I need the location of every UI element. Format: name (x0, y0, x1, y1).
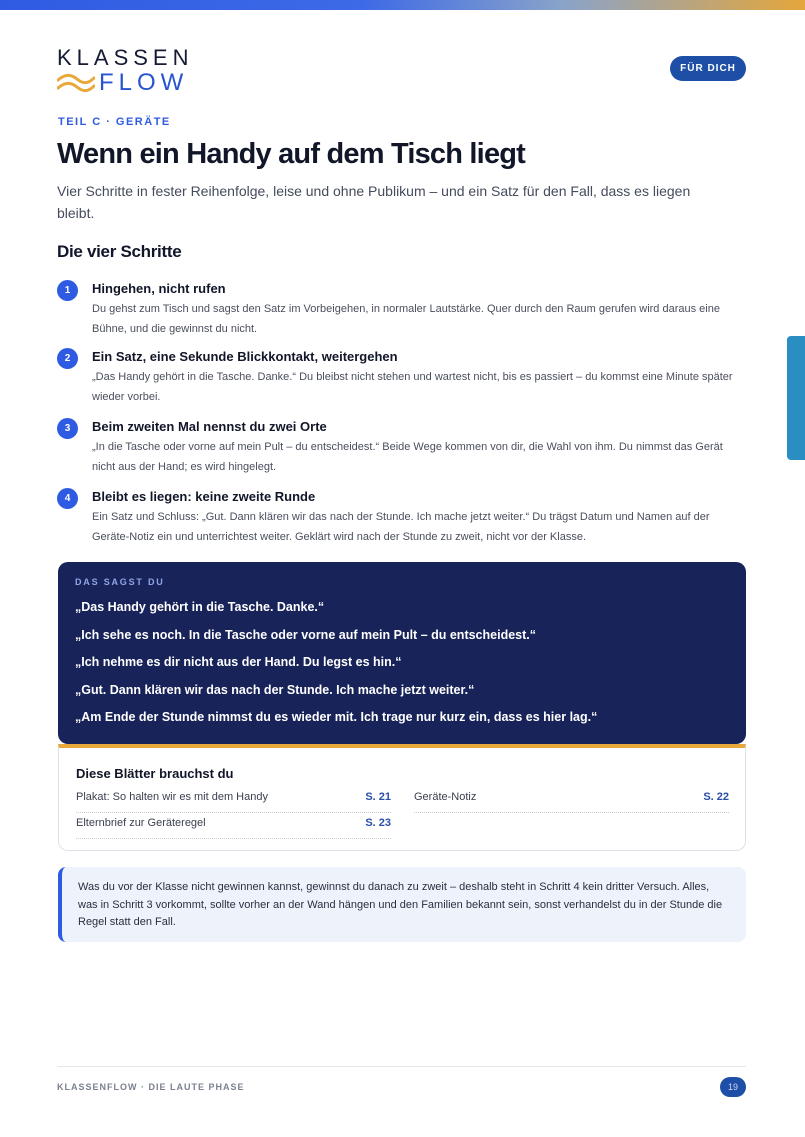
step-text: „Das Handy gehört in die Tasche. Danke.“ Du bleibst nicht stehen und wartest nicht, bis es passiert – du kommst eine Minute später wieder vorbei. (92, 371, 733, 403)
phrase-line: „Das Handy gehört in die Tasche. Danke.“ (75, 600, 325, 614)
section-kicker: TEIL C · GERÄTE (58, 116, 171, 128)
step-number: 1 (57, 280, 78, 301)
logo-wordmark-top: KLASSEN (57, 45, 194, 70)
worksheet-page: S. 21 (365, 791, 391, 803)
footer-running-title: KLASSENFLOW · DIE LAUTE PHASE (57, 1082, 245, 1092)
worksheet-link[interactable] (76, 789, 391, 813)
footer-divider (57, 1066, 746, 1067)
wave-icon (57, 72, 95, 94)
steps-heading: Die vier Schritte (57, 242, 182, 261)
step-text: Ein Satz und Schluss: „Gut. Dann klären wir das nach der Stunde. Ich mache jetzt weiter.“ Du trägst Datum und Namen auf der Geräte-Notiz ein und unterrichtest weiter. Geklärt wird nach der Stunde zu zweit, nicht vor der Klasse. (92, 511, 710, 543)
step-title: Bleibt es liegen: keine zweite Runde (92, 489, 316, 504)
worksheet-name: Plakat: So halten wir es mit dem Handy (76, 791, 268, 803)
page-lead: Vier Schritte in fester Reihenfolge, leise und ohne Publikum – und ein Satz für den Fall, dass es liegen bleibt. (57, 183, 691, 221)
worksheet-page: S. 22 (703, 791, 729, 803)
audience-badge: FÜR DICH (670, 56, 746, 81)
logo-wordmark-bottom: FLOW (99, 69, 189, 96)
section-side-tab (787, 336, 805, 460)
step-title: Hingehen, nicht rufen (92, 281, 226, 296)
worksheet-link[interactable] (414, 789, 729, 813)
worksheet-page: S. 23 (365, 817, 391, 829)
step-number: 4 (57, 488, 78, 509)
phrase-line: „Ich nehme es dir nicht aus der Hand. Du legst es hin.“ (75, 655, 402, 669)
step-number: 2 (57, 348, 78, 369)
step-title: Ein Satz, eine Sekunde Blickkontakt, weitergehen (92, 349, 398, 364)
top-gradient-bar (0, 0, 805, 10)
callout-text: Was du vor der Klasse nicht gewinnen kannst, gewinnst du danach zu zweit – deshalb steht in Schritt 4 kein dritter Versuch. Alles, was in Schritt 3 vorkommt, sollte vorher an der Wand hängen und den Familien bekannt sein, sonst verhandelst du in der Stunde die Regel statt den Fall. (78, 881, 723, 928)
worksheets-title: Diese Blätter brauchst du (76, 766, 234, 781)
worksheet-link[interactable] (76, 815, 391, 839)
step-number: 3 (57, 418, 78, 439)
klassenflow-logo (57, 47, 197, 97)
step-text: „In die Tasche oder vorne auf mein Pult – du entscheidest.“ Beide Wege kommen von dir, die Wahl von ihm. Du nimmst das Gerät nicht aus der Hand; es wird hingelegt. (92, 441, 723, 473)
step-title: Beim zweiten Mal nennst du zwei Orte (92, 419, 327, 434)
worksheet-name: Elternbrief zur Geräteregel (76, 817, 206, 829)
phrase-line: „Ich sehe es noch. In die Tasche oder vorne auf mein Pult – du entscheidest.“ (75, 627, 536, 642)
callout-note (58, 867, 746, 942)
page-title: Wenn ein Handy auf dem Tisch liegt (57, 138, 526, 170)
phrase-line: „Gut. Dann klären wir das nach der Stunde. Ich mache jetzt weiter.“ (75, 682, 475, 697)
phrase-line: „Am Ende der Stunde nimmst du es wieder mit. Ich trage nur kurz ein, dass es hier lag.“ (75, 710, 598, 724)
phrases-label: DAS SAGST DU (75, 577, 165, 587)
worksheet-name: Geräte-Notiz (414, 791, 477, 803)
worksheets-box (58, 744, 746, 851)
step-text: Du gehst zum Tisch und sagst den Satz im Vorbeigehen, in normaler Lautstärke. Quer durch den Raum gerufen wird daraus eine Bühne, und die gewinnst du nicht. (92, 303, 720, 335)
phrases-box (58, 562, 746, 744)
page-number: 19 (720, 1077, 746, 1097)
